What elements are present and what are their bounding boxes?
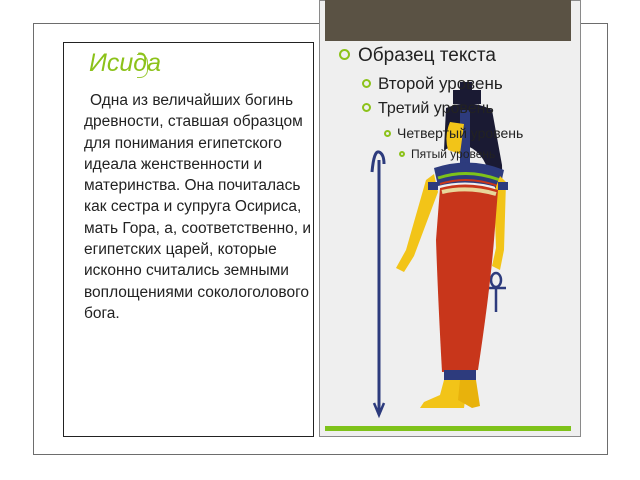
picture-top-bar: [325, 0, 571, 41]
outline-level-1-text: Образец текста: [358, 45, 496, 66]
outline-level-5-text: Пятый уровень: [411, 147, 496, 161]
outline-level-3-text: Третий уровень: [378, 100, 494, 117]
slide-body-text: Одна из величайших богинь древности, ставшая образцом для понимания египетского идеала женственности и материнства. Она почиталась как сестра и супруга Осириса, мать Гора, а, соответственно, и египетских царей, которые исконно считались земными воплощениями сокологолового бога.: [84, 92, 312, 322]
bullet-icon: [362, 79, 371, 88]
bullet-icon: [384, 130, 391, 137]
outline-level-2: [362, 74, 503, 94]
outline-level-5: [399, 147, 495, 161]
outline-level-1: [339, 45, 496, 67]
bullet-icon: [339, 49, 350, 60]
outline-level-3: [362, 100, 494, 118]
outline-level-2-text: Второй уровень: [378, 74, 503, 93]
slide-title: Исида: [89, 49, 162, 77]
bullet-icon: [399, 151, 405, 157]
outline-level-4: [384, 125, 523, 141]
text-box[interactable]: [63, 42, 314, 437]
picture-accent-bar: [325, 426, 571, 431]
title-hyphen-icon: [137, 54, 148, 78]
outline-level-4-text: Четвертый уровень: [397, 125, 524, 141]
bullet-icon: [362, 103, 371, 112]
